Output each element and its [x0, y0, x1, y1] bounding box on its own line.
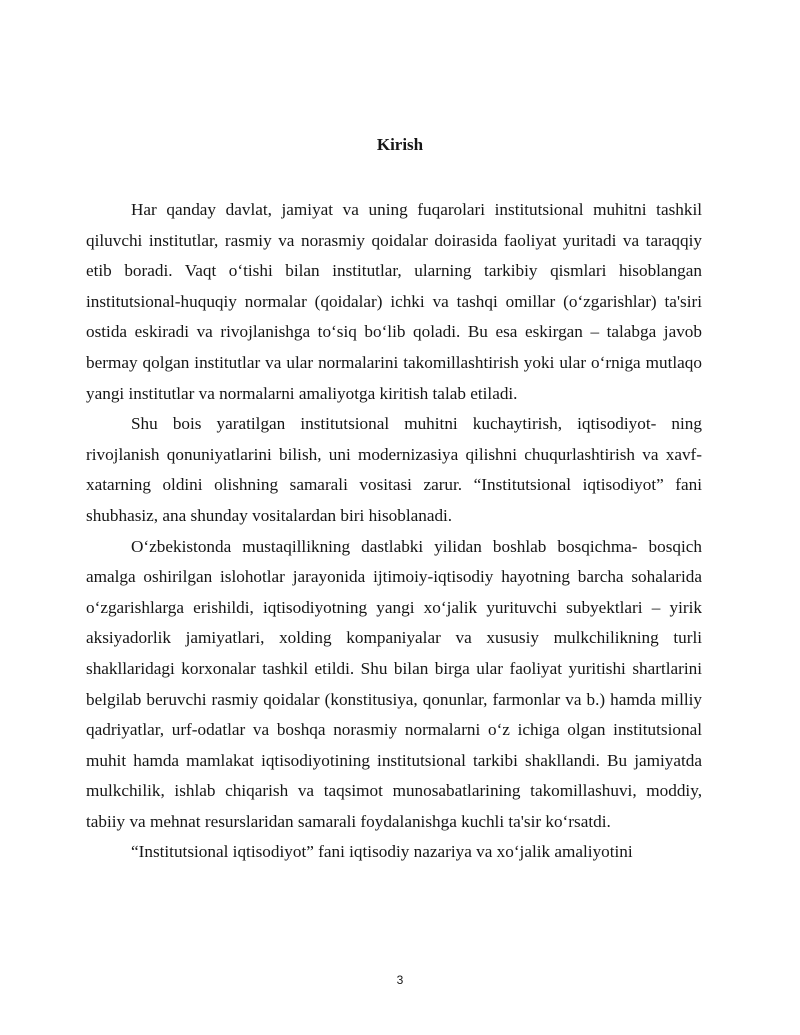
paragraph-3: O‘zbekistonda mustaqillikning dastlabki yilidan boshlab bosqichma- bosqich amalga oshirilgan islohotlar jarayonida ijtimoiy-iqtisodiy hayotning barcha sohalarida o‘zgarishlarga erishildi, iqtisodiyotning yangi xo‘jalik yurituvchi subyektlari – yirik aksiyadorlik jamiyatlari, xolding kompaniyalar va xususiy mulkchilikning turli shakllaridagi korxonalar tashkil etildi. Shu bilan birga ular faoliyat yuritishi shartlarini belgilab beruvchi rasmiy qoidalar (konstitusiya, qonunlar, farmonlar va b.) hamda milliy qadriyatlar, urf-odatlar va boshqa norasmiy normalarni o‘z ichiga olgan institutsional muhit hamda mamlakat iqtisodiyotining institutsional tarkibi shakllandi. Bu jamiyatda mulkchilik, ishlab chiqarish va taqsimot munosabatlarining takomillashuvi, moddiy, tabiiy va mehnat resurslaridan samarali foydalanishga kuchli ta'sir ko‘rsatdi. [86, 536, 702, 831]
paragraph-1: Har qanday davlat, jamiyat va uning fuqarolari institutsional muhitni tashkil qiluvchi institutlar, rasmiy va norasmiy qoidalar doirasida faoliyat yuritadi va taraqqiy etib boradi. Vaqt o‘tishi bilan institutlar, ularning tarkibiy qismlari hisoblangan institutsional-huquqiy normalar (qoidalar) ichki va tashqi omillar (o‘zgarishlar) ta'siri ostida eskiradi va rivojlanishga to‘siq bo‘lib qoladi. Bu esa eskirgan – talabga javob bermay qolgan institutlar va ular normalarini takomillashtirish yoki ular o‘rniga mutlaqo yangi institutlar va normalarni amaliyotga kiritish talab etiladi. [86, 200, 702, 403]
page-title: Kirish [376, 135, 424, 154]
page-number: 3 [396, 973, 404, 987]
paragraph-2: Shu bois yaratilgan institutsional muhitni kuchaytirish, iqtisodiyot- ning rivojlanish qonuniyatlarini bilish, uni modernizasiya qilishni chuqurlashtirish va xavf-xatarning oldini olishning samarali vositasi zarur. “Institutsional iqtisodiyot” fani shubhasiz, ana shunday vositalardan biri hisoblanadi. [86, 414, 702, 525]
body-text [86, 195, 702, 868]
paragraph-4: “Institutsional iqtisodiyot” fani iqtisodiy nazariya va xo‘jalik amaliyotini [131, 842, 633, 862]
